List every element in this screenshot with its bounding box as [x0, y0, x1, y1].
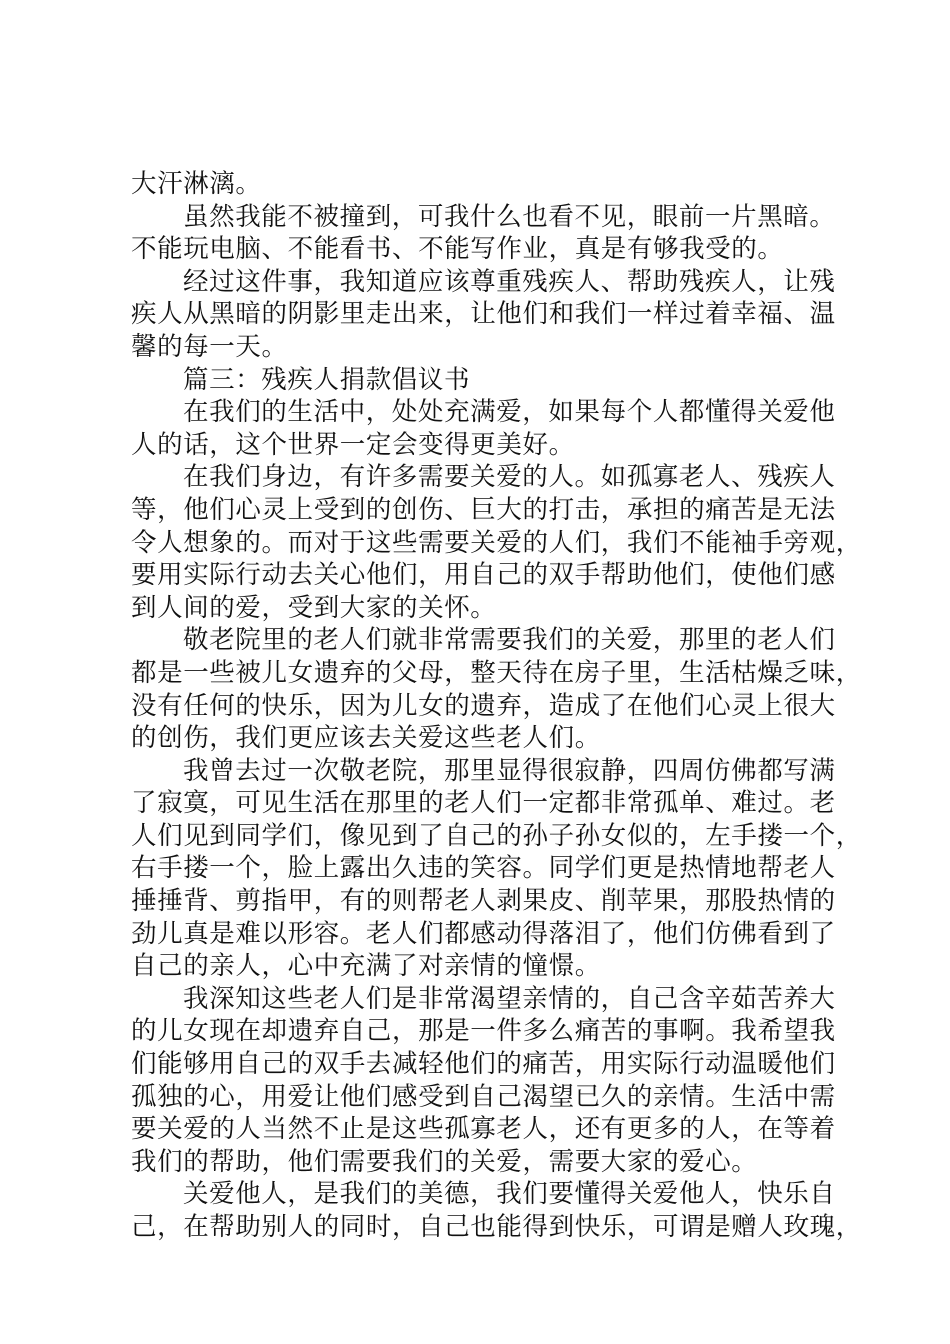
- text-line: 在我们身边，有许多需要关爱的人。如孤寡老人、残疾人: [183, 462, 836, 493]
- text-line: 关爱他人，是我们的美德，我们要懂得关爱他人，快乐自: [183, 1179, 836, 1210]
- text-line: 馨的每一天。: [131, 331, 288, 362]
- text-line: 右手搂一个，脸上露出久违的笑容。同学们更是热情地帮老人: [131, 853, 836, 884]
- text-line: 敬老院里的老人们就非常需要我们的关爱，那里的老人们: [183, 625, 836, 656]
- text-line: 劲儿真是难以形容。老人们都感动得落泪了，他们仿佛看到了: [131, 918, 836, 949]
- text-line: 疾人从黑暗的阴影里走出来，让他们和我们一样过着幸福、温: [131, 299, 836, 330]
- text-line: 不能玩电脑、不能看书、不能写作业，真是有够我受的。: [131, 234, 784, 265]
- text-line: 在我们的生活中，处处充满爱，如果每个人都懂得关爱他: [183, 397, 836, 428]
- text-line: 的儿女现在却遗弃自己，那是一件多么痛苦的事啊。我希望我: [131, 1016, 836, 1047]
- text-line: 都是一些被儿女遗弃的父母，整天待在房子里，生活枯燥乏味，: [131, 657, 862, 688]
- text-line: 的创伤，我们更应该去关爱这些老人们。: [131, 723, 601, 754]
- text-line: 要关爱的人当然不止是这些孤寡老人，还有更多的人，在等着: [131, 1114, 836, 1145]
- text-line: 我深知这些老人们是非常渴望亲情的，自己含辛茹苦养大: [183, 983, 836, 1014]
- text-line: 令人想象的。而对于这些需要关爱的人们，我们不能袖手旁观，: [131, 527, 862, 558]
- text-line: 人的话，这个世界一定会变得更美好。: [131, 429, 575, 460]
- text-line: 要用实际行动去关心他们，用自己的双手帮助他们，使他们感: [131, 560, 836, 591]
- text-line: 孤独的心，用爱让他们感受到自己渴望已久的亲情。生活中需: [131, 1081, 836, 1112]
- text-line: 己，在帮助别人的同时，自己也能得到快乐，可谓是赠人玫瑰，: [131, 1212, 862, 1242]
- text-line: 我们的帮助，他们需要我们的关爱，需要大家的爱心。: [131, 1146, 758, 1177]
- text-line: 人们见到同学们，像见到了自己的孙子孙女似的，左手搂一个，: [131, 820, 862, 851]
- text-line: 等，他们心灵上受到的创伤、巨大的打击，承担的痛苦是无法: [131, 494, 836, 525]
- text-line: 捶捶背、剪指甲，有的则帮老人剥果皮、削苹果，那股热情的: [131, 886, 836, 917]
- text-line: 我曾去过一次敬老院，那里显得很寂静，四周仿佛都写满: [183, 755, 836, 786]
- text-line: 自己的亲人，心中充满了对亲情的憧憬。: [131, 951, 601, 982]
- text-line: 虽然我能不被撞到，可我什么也看不见，眼前一片黑暗。: [183, 201, 836, 232]
- text-line: 没有任何的快乐，因为儿女的遗弃，造成了在他们心灵上很大: [131, 690, 836, 721]
- text-line: 们能够用自己的双手去减轻他们的痛苦，用实际行动温暖他们: [131, 1049, 836, 1080]
- text-line: 了寂寞，可见生活在那里的老人们一定都非常孤单、难过。老: [131, 788, 836, 819]
- document-body: [131, 168, 862, 1244]
- text-line: 大汗淋漓。: [131, 169, 262, 199]
- text-line: 到人间的爱，受到大家的关怀。: [131, 592, 497, 623]
- section-heading: 篇三：残疾人捐款倡议书: [183, 364, 471, 395]
- text-line: 经过这件事，我知道应该尊重残疾人、帮助残疾人，让残: [183, 266, 836, 297]
